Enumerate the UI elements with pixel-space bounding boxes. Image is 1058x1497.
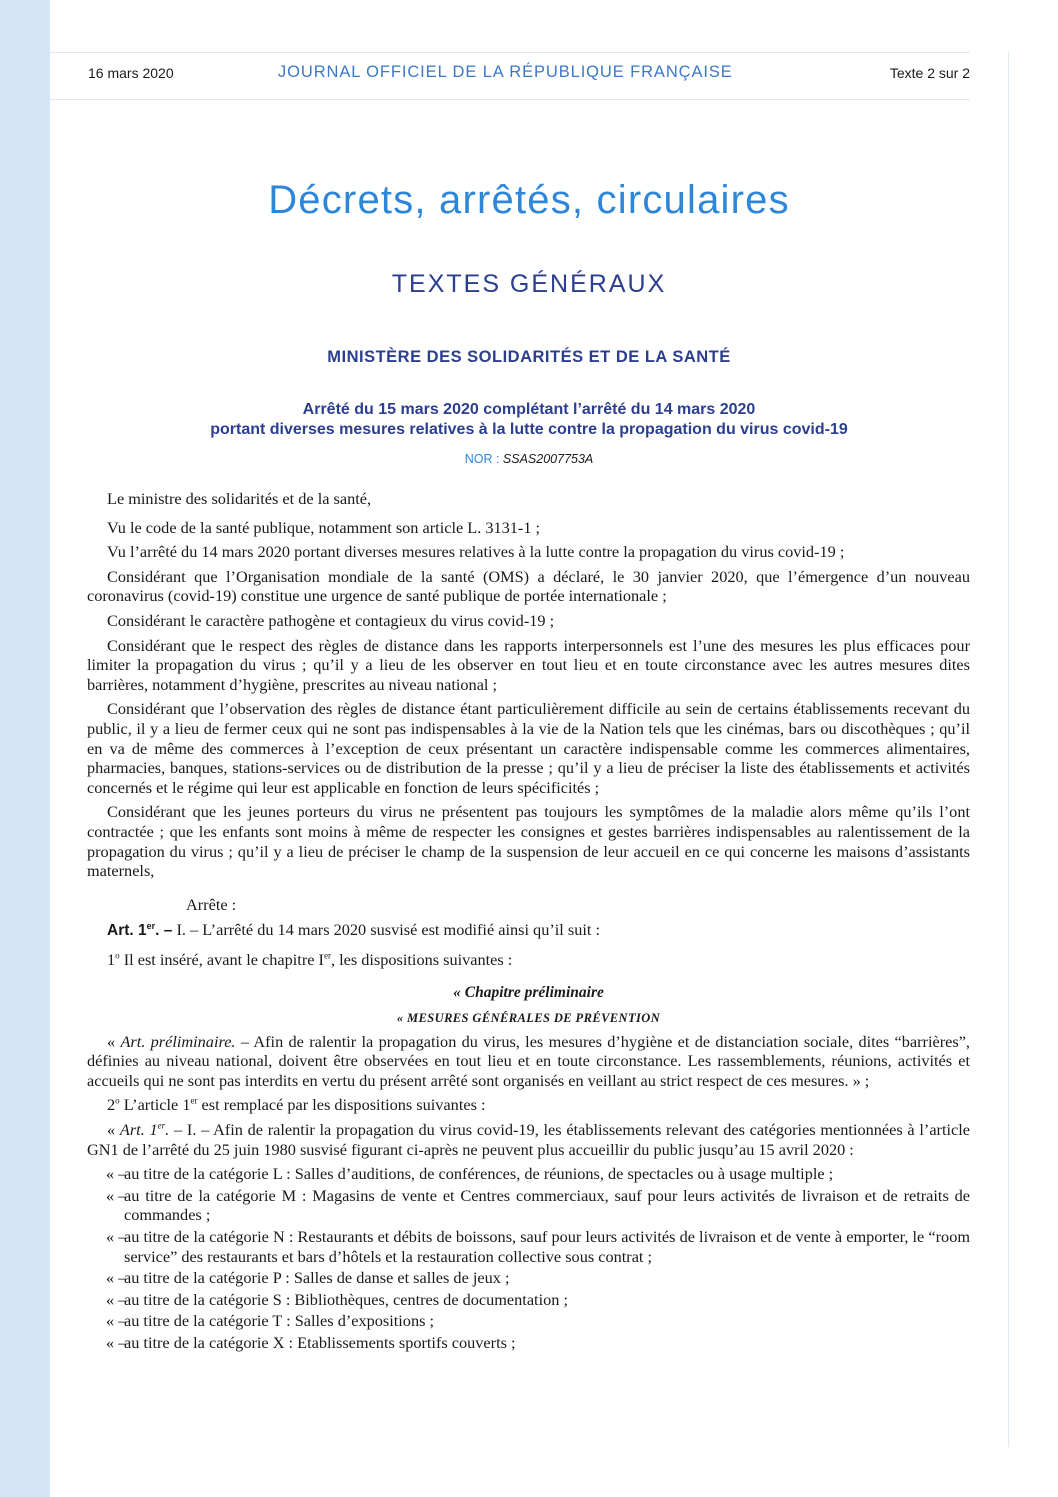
arrete-word: Arrête : [186,894,237,914]
document-body [87,489,970,1355]
bullet-marker: « – [106,1164,127,1184]
visa-paragraph: Considérant le caractère pathogène et contagieux du virus covid-19 ; [107,610,555,630]
left-margin-band [0,0,50,1497]
article-1-text: I. – L’arrêté du 14 mars 2020 susvisé est modifié ainsi qu’il suit : [172,920,600,940]
visa-paragraph: Considérant que l’Organisation mondiale de la santé (OMS) a déclaré, le 30 janvier 2020, que l’émergence d’un nouveau coronavirus (covid-19) constitue une urgence de santé publique de portée internationale ; [87,566,970,606]
header-date: 16 mars 2020 [88,65,174,81]
arrete-title-line-2: portant diverses mesures relatives à la lutte contre la propagation du virus covid-19 [210,421,848,438]
visa-paragraph: Le ministre des solidarités et de la santé, [107,489,372,508]
nor-label: NOR : [464,452,503,466]
chapter-subtitle: « MESURES GÉNÉRALES DE PRÉVENTION [396,1011,661,1026]
arrete-title-line-1: Arrêté du 15 mars 2020 complétant l’arrêté du 14 mars 2020 [302,401,756,418]
bullet-marker: « – [106,1332,127,1352]
visa-paragraph: Considérant que le respect des règles de distance dans les rapports interpersonnels est l’une des mesures les plus efficaces pour limiter la propagation du virus ; qu’il y a lieu de les observer en tout lieu et en toute circonstance avec les autres mesures dites barrières, notamment d’hygiène, prescrites au niveau national ; [87,635,970,694]
article-1-new-label: Art. 1er. [119,1120,170,1140]
bullet-marker: « – [106,1268,127,1288]
bullet-marker: « – [106,1311,127,1331]
arrete-title [0,400,1058,440]
visa-paragraph: Considérant que les jeunes porteurs du virus ne présentent pas toujours les symptômes de la maladie alors même qu’ils l’ont contractée ; que les enfants sont moins à même de respecter les consignes et gestes barrières indispensables au ralentissement de la propagation du virus ; qu’il y a lieu de préciser le champ de la suspension de leur accueil en ce qui concerne les maisons d’assistants maternels, [87,802,970,881]
point-1: 1$^o$ Il est inséré, avant le chapitre Ier, les dispositions suivantes : [107,949,513,969]
category-item: « – au titre de la catégorie N : Restaurants et débits de boissons, sauf pour leurs activités de livraison et de vente à emporter, le “room service” des restaurants et bars d’hôtels et la restauration collective sous contrat ; [106,1227,970,1266]
bullet-marker: « – [106,1289,127,1309]
article-1-label: Art. 1er. – [107,921,173,940]
section-title: Décrets, arrêtés, circulaires [268,178,790,222]
nor-reference [0,452,1058,466]
bullet-marker: « – [106,1185,127,1205]
category-item: « – au titre de la catégorie L : Salles d’auditions, de conférences, de réunions, de spectacles ou à usage multiple ; [106,1164,834,1184]
article-1-intro [87,920,970,941]
category-item: « – au titre de la catégorie P : Salles de danse et salles de jeux ; [106,1268,510,1288]
bullet-marker: « – [106,1227,127,1246]
article-preliminaire-label: Art. préliminaire. [120,1031,236,1051]
chapter-title: « Chapitre préliminaire [453,984,604,1002]
right-margin-rule [1008,52,1009,1447]
category-item: « – au titre de la catégorie T : Salles d’expositions ; [106,1311,435,1331]
header-page-indicator: Texte 2 sur 2 [889,65,970,81]
page-header [50,52,970,100]
article-preliminaire: « Art. préliminaire. – Afin de ralentir la propagation du virus, les mesures d’hygiène et de distanciation sociale, dites “barrières”, définies au niveau national, doivent être observées en tout lieu et en toute circonstance. Les rassemblements, réunions, activités et accueils qui ne sont pas interdits en vertu du présent arrêté sont organisés en veillant au strict respect de ces mesures. » ; [87,1031,970,1090]
article-1-new: « Art. 1er. – I. – Afin de ralentir la propagation du virus covid-19, les établissements relevant des catégories mentionnées à l’article GN1 de l’arrêté du 25 juin 1980 susvisé figurant ci-après ne peuvent plus accueillir du public jusqu’au 15 avril 2020 : [87,1120,970,1159]
point-2: 2$^o$ L’article 1er est remplacé par les dispositions suivantes : [107,1095,486,1115]
ministry-heading: MINISTÈRE DES SOLIDARITÉS ET DE LA SANTÉ [327,348,731,366]
visa-paragraph: Considérant que l’observation des règles de distance étant particulièrement difficile au sein de certains établissements recevant du public, il y a lieu de fermer ceux qui ne sont pas indispensables à la vie de la Nation tels que les cinémas, bars ou discothèques ; qu’il en va de même des commerces à l’exception de ceux présentant un caractère indispensable comme les commerces alimentaires, pharmacies, banques, stations-services ou de distribution de la presse ; qu’il y a lieu de préciser la liste des établissements et activités concernés et le régime qui leur est applicable en fonction de leurs spécificités ; [87,699,970,797]
visa-paragraph: Vu l’arrêté du 14 mars 2020 portant diverses mesures relatives à la lutte contre la propagation du virus covid-19 ; [107,542,845,562]
category-item: « – au titre de la catégorie S : Bibliothèques, centres de documentation ; [106,1289,568,1309]
header-journal-title: JOURNAL OFFICIEL DE LA RÉPUBLIQUE FRANÇAISE [278,63,733,81]
subsection-title: TEXTES GÉNÉRAUX [391,270,667,298]
nor-code: SSAS2007753A [502,452,594,466]
category-item: « – au titre de la catégorie M : Magasins de vente et Centres commerciaux, sauf pour leurs activités de livraison et de retraits de commandes ; [106,1185,970,1225]
visa-paragraph: Vu le code de la santé publique, notamment son article L. 3131-1 ; [107,517,541,537]
category-item: « – au titre de la catégorie X : Etablissements sportifs couverts ; [106,1332,516,1352]
